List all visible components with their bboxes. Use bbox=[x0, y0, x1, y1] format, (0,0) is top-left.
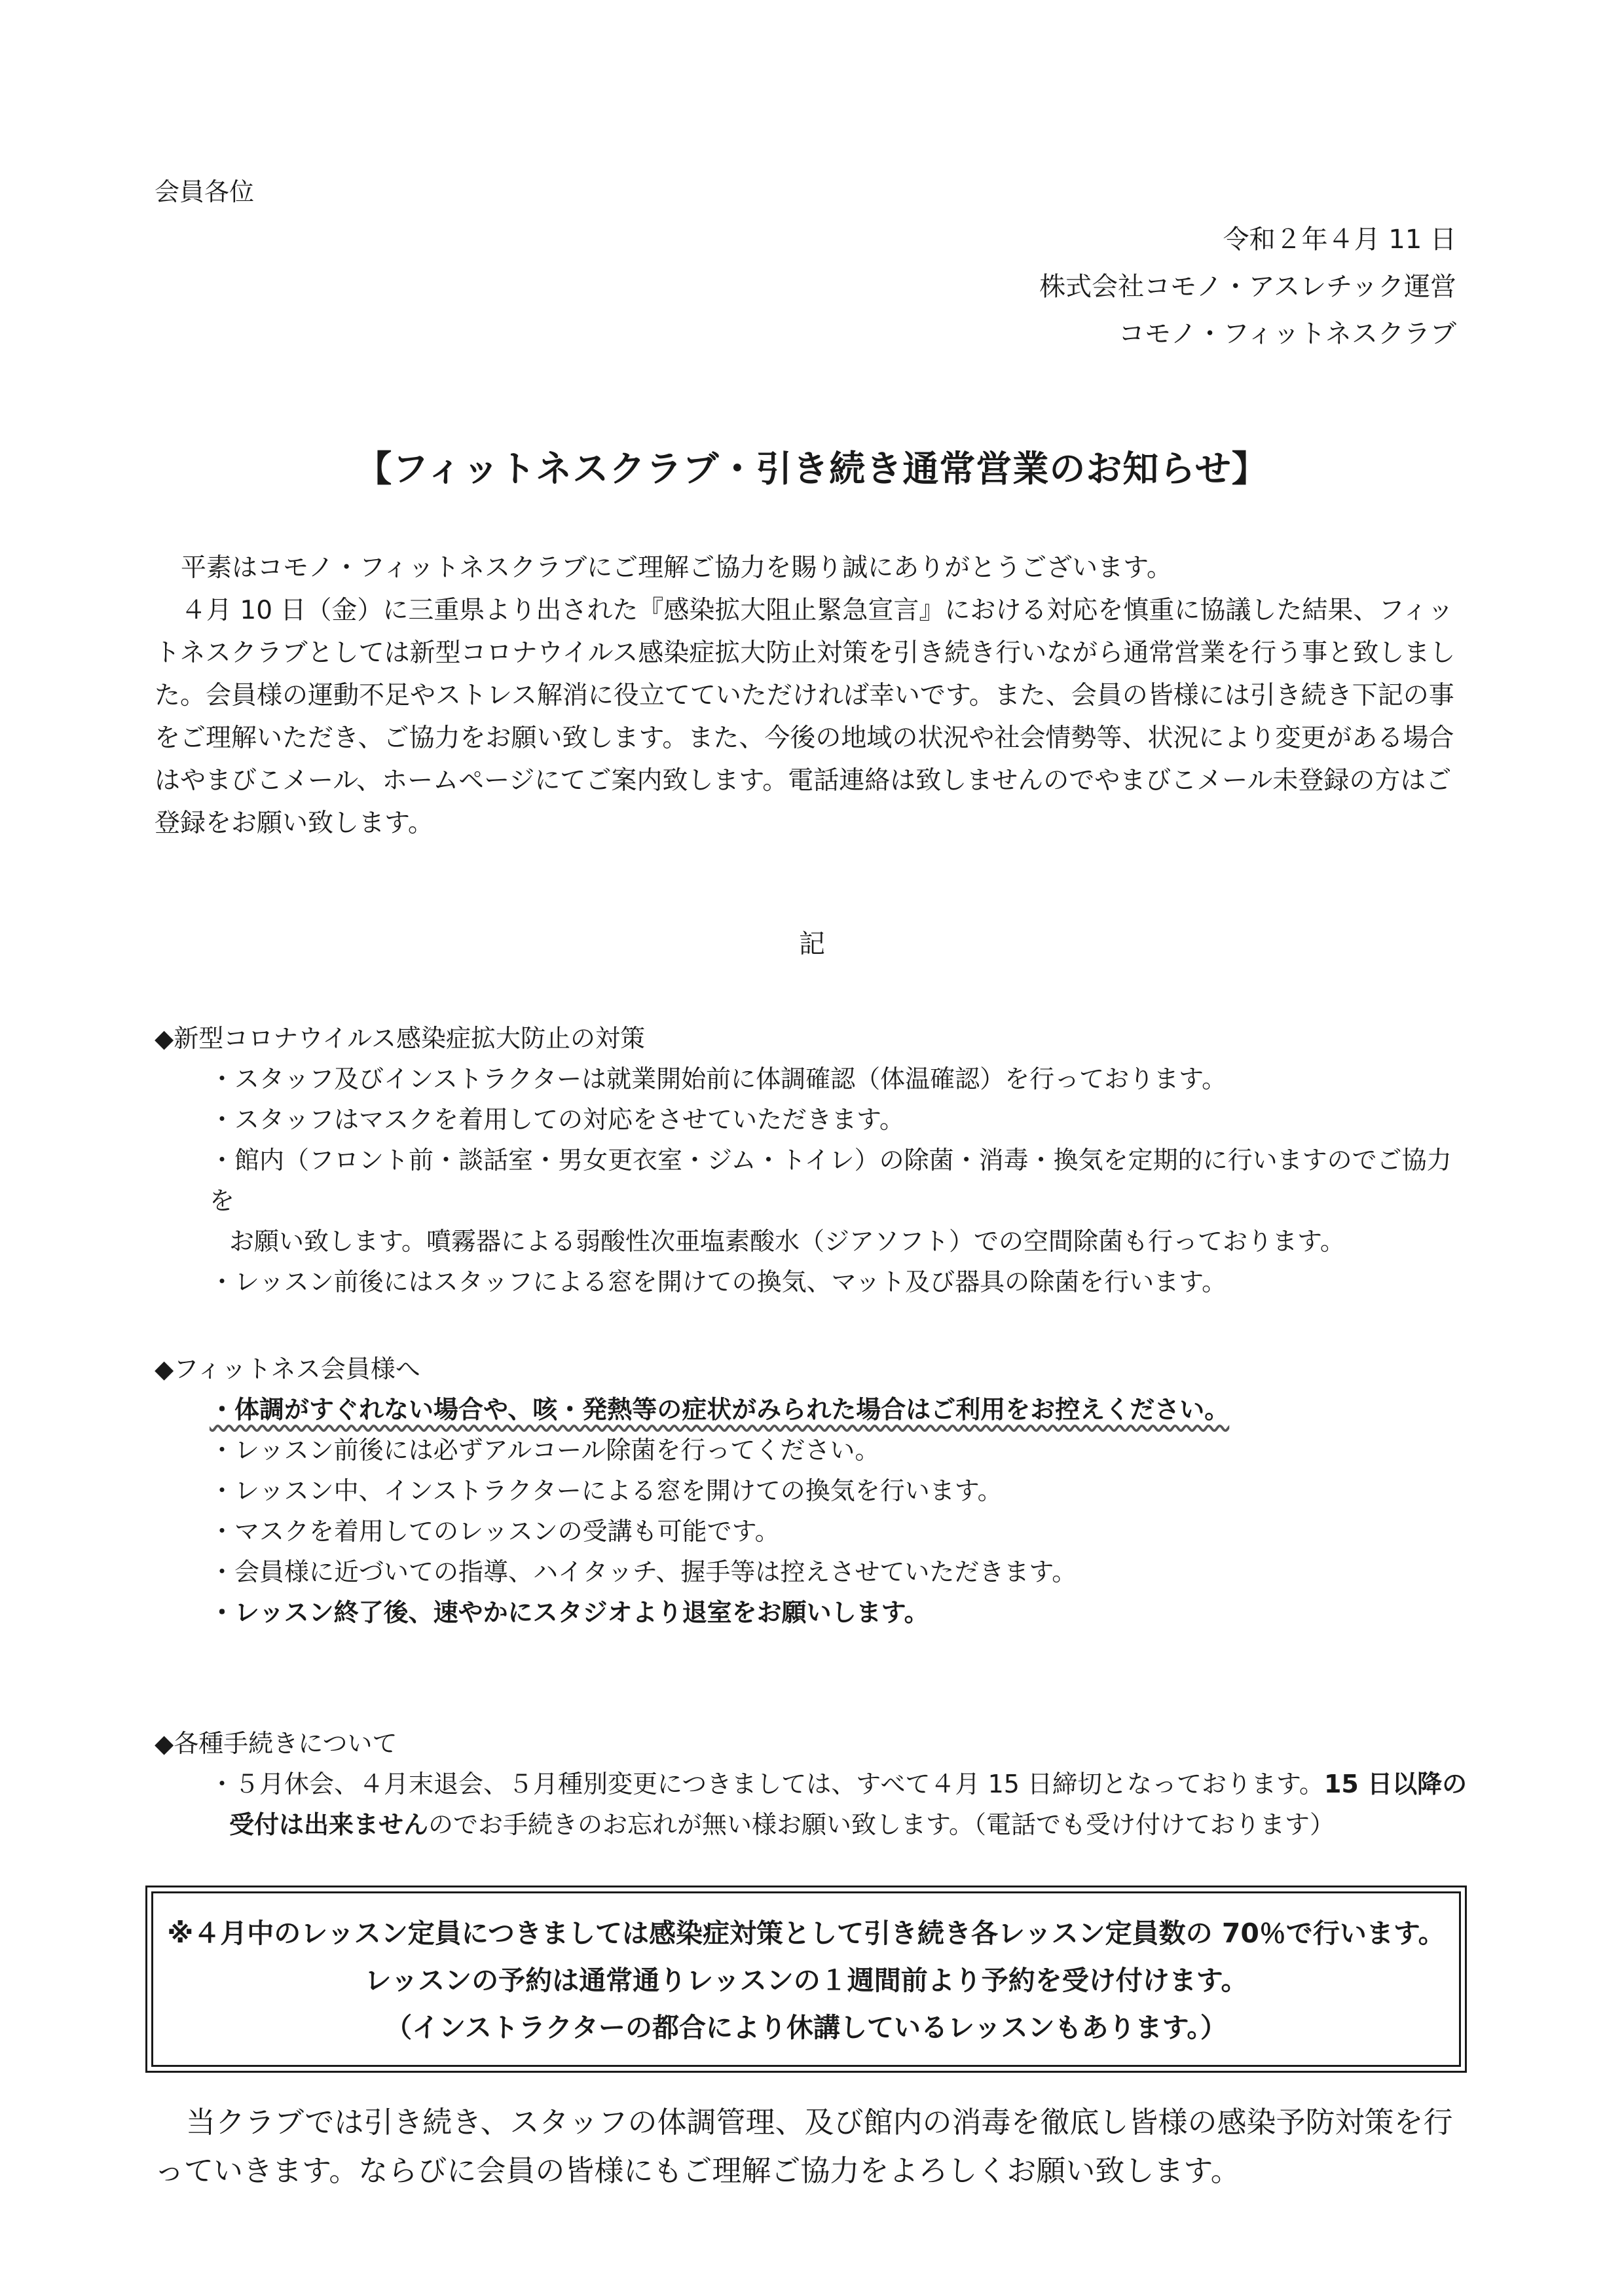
club-name: コモノ・フィットネスクラブ bbox=[1118, 319, 1456, 349]
list-item: ・会員様に近づいての指導、ハイタッチ、握手等は控えさせていただきます。 bbox=[210, 1558, 1077, 1586]
ki-marker: 記 bbox=[799, 929, 825, 959]
continuation-text bbox=[210, 1804, 1471, 1845]
intro-paragraph-1: 平素はコモノ・フィットネスクラブにご理解ご協力を賜り誠にありがとうございます。 bbox=[181, 553, 1172, 583]
list-item: ・レッスン中、インストラクターによる窓を開けての換気を行います。 bbox=[210, 1476, 1003, 1505]
section-procedures bbox=[155, 1723, 1471, 1845]
notice-box bbox=[145, 1886, 1467, 2073]
section-heading: ◆新型コロナウイルス感染症拡大防止の対策 bbox=[155, 1024, 645, 1053]
sender-block bbox=[1039, 216, 1456, 357]
issue-date: 令和２年４月 11 日 bbox=[1223, 225, 1456, 255]
list-item: ・スタッフはマスクを着用しての対応をさせていただきます。 bbox=[210, 1105, 904, 1134]
section-heading: ◆各種手続きについて bbox=[155, 1729, 397, 1758]
notice-line: （インストラクターの都合により休講しているレッスンもあります。） bbox=[385, 2012, 1227, 2043]
intro-paragraph-2: ４月 10 日（金）に三重県より出された『感染拡大阻止緊急宣言』における対応を慎重に協議した結果、フィットネスクラブとしては新型コロナウイルス感染症拡大防止対策を引き続き行いながら通常営業を行う事と致しました。会員様の運動不足やストレス解消に役立てていただければ幸いです。また、会員の皆様には引き続き下記の事をご理解いただき、ご協力をお願い致します。また、今後の地域の状況や社会情勢等、状況により変更がある場合はやまびこメール、ホームページにてご案内致します。電話連絡は致しませんのでやまびこメール未登録の方はご登録をお願い致します。 bbox=[155, 596, 1456, 838]
section-covid-measures bbox=[155, 1018, 1471, 1302]
list-item: ・レッスン終了後、速やかにスタジオより退室をお願いします。 bbox=[210, 1598, 929, 1627]
list-item-continuation bbox=[155, 1221, 1471, 1262]
list-item: ・館内（フロント前・談話室・男女更衣室・ジム・トイレ）の除菌・消毒・換気を定期的に行いますのでご協力を bbox=[210, 1146, 1452, 1215]
section-heading: ◆フィットネス会員様へ bbox=[155, 1355, 420, 1383]
list-item bbox=[155, 1764, 1471, 1804]
company-name: 株式会社コモノ・アスレチック運営 bbox=[1039, 272, 1456, 302]
notice-line: ※４月中のレッスン定員につきましては感染症対策として引き続き各レッスン定員数の 70％で行います。 bbox=[167, 1918, 1445, 1949]
procedure-bold: 受付は出来ません bbox=[229, 1810, 429, 1839]
section-fitness-members bbox=[155, 1349, 1471, 1633]
procedure-text: のでお手続きのお忘れが無い様お願い致します。（電話でも受け付けております） bbox=[428, 1810, 1335, 1839]
continuation-text: お願い致します。噴霧器による弱酸性次亜塩素酸水（ジアソフト）での空間除菌も行っております。 bbox=[229, 1227, 1345, 1256]
list-item: ・スタッフ及びインストラクターは就業開始前に体調確認（体温確認）を行っております。 bbox=[210, 1065, 1227, 1093]
document-title: 【フィットネスクラブ・引き続き通常営業のお知らせ】 bbox=[356, 448, 1268, 490]
list-item: ・マスクを着用してのレッスンの受講も可能です。 bbox=[210, 1517, 780, 1546]
intro-text bbox=[155, 547, 1471, 845]
notice-line: レッスンの予約は通常通りレッスンの１週間前より予約を受け付けます。 bbox=[364, 1965, 1248, 1996]
closing-paragraph: 当クラブでは引き続き、スタッフの体調管理、及び館内の消毒を徹底し皆様の感染予防対策を行っていきます。ならびに会員の皆様にもご理解ご協力をよろしくお願い致します。 bbox=[155, 2105, 1453, 2188]
list-item-continuation bbox=[155, 1804, 1471, 1845]
procedure-deadline-bold: 15 日以降の bbox=[1323, 1770, 1467, 1798]
closing-text bbox=[155, 2098, 1471, 2195]
procedure-text: ・５月休会、４月末退会、５月種別変更につきましては、すべて４月 15 日締切となっております。 bbox=[210, 1770, 1324, 1798]
list-item bbox=[155, 1389, 1471, 1430]
list-item: ・レッスン前後には必ずアルコール除菌を行ってください。 bbox=[210, 1436, 880, 1465]
emphasized-text: ・体調がすぐれない場合や、咳・発熱等の症状がみられた場合はご利用をお控えください。 bbox=[210, 1395, 1230, 1424]
list-item: ・レッスン前後にはスタッフによる窓を開けての換気、マット及び器具の除菌を行います。 bbox=[210, 1267, 1227, 1296]
notice-lines bbox=[147, 1910, 1465, 2051]
addressee: 会員各位 bbox=[155, 177, 255, 206]
